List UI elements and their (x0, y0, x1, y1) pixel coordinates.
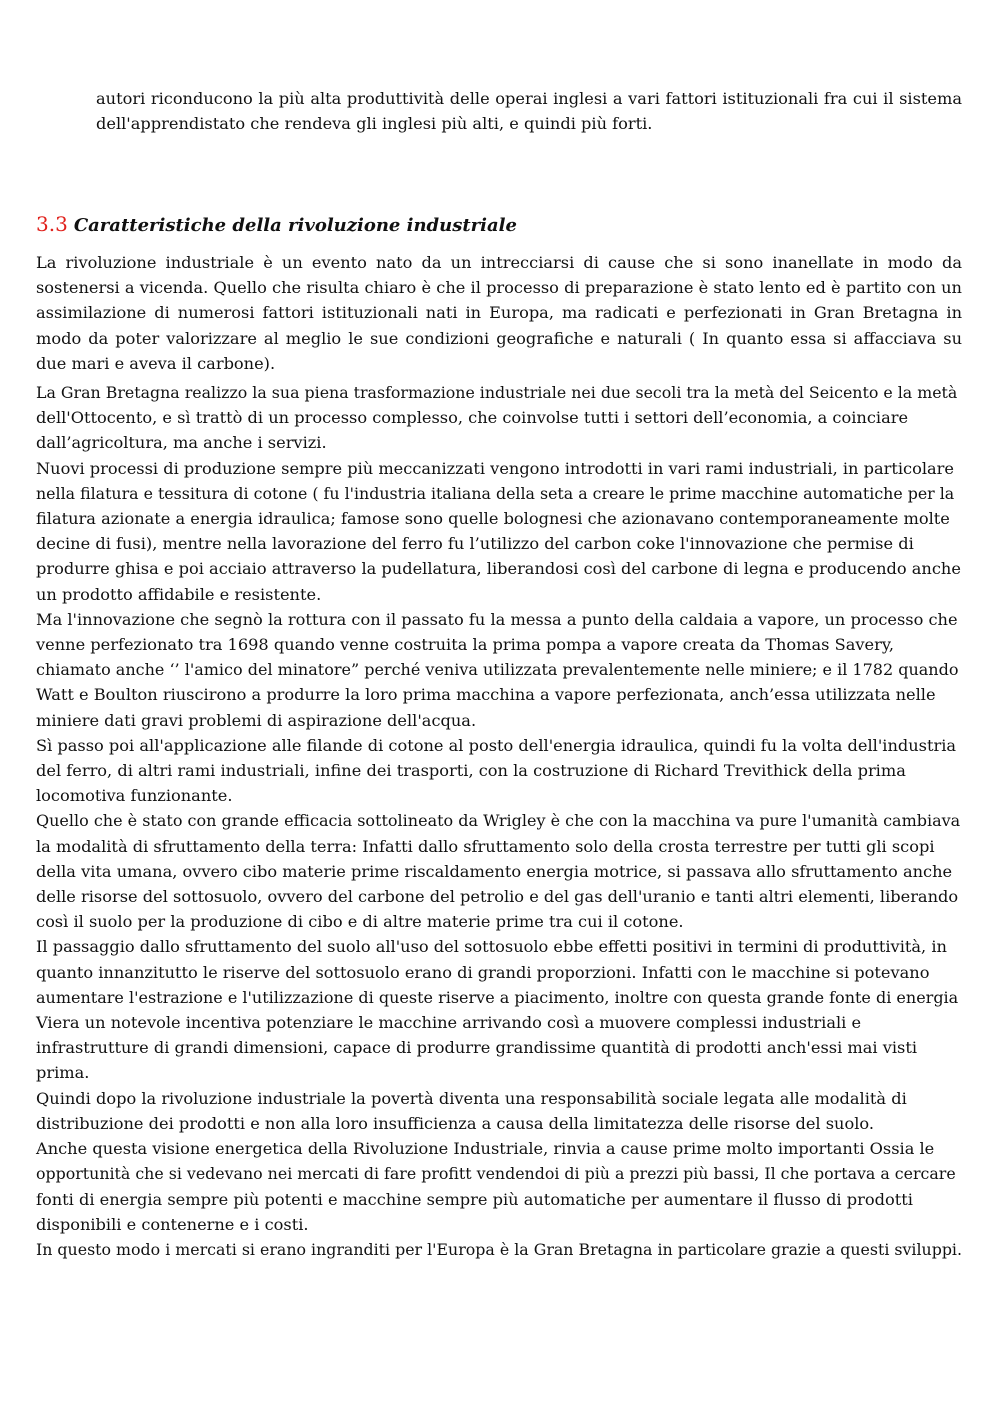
text-line: Viera un notevole incentiva potenziare le macchine arrivando così a muovere complessi industriali e (36, 1013, 862, 1033)
text-line: Quello che è stato con grande efficacia sottolineato da Wrigley è che con la macchina va pure l'umanità cambiava (36, 811, 961, 831)
text-line: decine di fusi), mentre nella lavorazione del ferro fu l’utilizzo del carbon coke l'innovazione che permise di (36, 534, 914, 554)
body-text-block (36, 380, 962, 1262)
text-line: Watt e Boulton riuscirono a produrre la loro prima macchina a vapore perfezionata, anch’essa utilizzata nelle (36, 685, 936, 705)
text-line: del ferro, di altri rami industriali, infine dei trasporti, con la costruzione di Richard Trevithick della prima (36, 761, 906, 781)
text-line: dall’agricoltura, ma anche i servizi. (36, 433, 327, 453)
text-line: In questo modo i mercati si erano ingranditi per l'Europa è la Gran Bretagna in particolare grazie a questi sviluppi. (36, 1239, 963, 1259)
text-line: della vita umana, ovvero cibo materie prime riscaldamento energia motrice, si passava allo sfruttamento anche (36, 861, 953, 881)
text-line: Il passaggio dallo sfruttamento del suolo all'uso del sottosuolo ebbe effetti positivi in termini di produttività, in (36, 937, 947, 957)
paragraph-intro: La rivoluzione industriale è un evento nato da un intrecciarsi di cause che si sono inanellate in modo da sostenersi a vicenda. Quello che risulta chiaro è che il processo di preparazione è stato lento ed è partito con un assimilazione di numerosi fattori istituzionali nati in Europa, ma radicati e perfezionati in Gran Bretagna in modo da poter valorizzare al meglio le sue condizioni geografiche e naturali ( In quanto essa si affacciava su due mari e aveva il carbone). (36, 253, 962, 373)
intro-paragraph: autori riconducono la più alta produttività delle operai inglesi a vari fattori istituzionali fra cui il sistema dell'apprendistato che rendeva gli inglesi più alti, e quindi più forti. (96, 89, 962, 134)
text-line: Anche questa visione energetica della Rivoluzione Industriale, rinvia a cause prime molto importanti Ossia le (36, 1139, 935, 1159)
text-line: opportunità che si vedevano nei mercati di fare profitt vendendoi di più a prezzi più bassi, Il che portava a cercare (36, 1164, 956, 1184)
text-line: Nuovi processi di produzione sempre più meccanizzati vengono introdotti in vari rami industriali, in particolare (36, 458, 955, 478)
text-line: aumentare l'estrazione e l'utilizzazione di queste riserve a piacimento, inoltre con questa grande fonte di energia (36, 987, 959, 1007)
text-line: quanto innanzitutto le riserve del sottosuolo erano di grandi proporzioni. Infatti con le macchine si potevano (36, 962, 930, 982)
text-line: nella filatura e tessitura di cotone ( fu l'industria italiana della seta a creare le prime macchine automatiche per la (36, 483, 955, 503)
text-line: Quindi dopo la rivoluzione industriale la povertà diventa una responsabilità sociale legata alle modalità di (36, 1088, 907, 1108)
text-line: produrre ghisa e poi acciaio attraverso la pudellatura, liberandosi così del carbone di legna e producendo anche (36, 559, 961, 579)
text-line: chiamato anche ‘’ l'amico del minatore” perché veniva utilizzata prevalentemente nelle miniere; e il 1782 quando (36, 660, 959, 680)
text-line: disponibili e contenerne e i costi. (36, 1214, 309, 1234)
text-line: locomotiva funzionante. (36, 786, 233, 806)
text-line: Ma l'innovazione che segnò la rottura con il passato fu la messa a punto della caldaia a vapore, un processo che (36, 609, 958, 629)
text-line: venne perfezionato tra 1698 quando venne costruita la prima pompa a vapore creata da Thomas Savery, (36, 635, 894, 655)
text-line: prima. (36, 1063, 90, 1083)
text-line: miniere dati gravi problemi di aspirazione dell'acqua. (36, 710, 477, 730)
text-line: filatura azionate a energia idraulica; famose sono quelle bolognesi che azionavano contemporaneamente molte (36, 509, 950, 529)
text-line: distribuzione dei prodotti e non alla loro insufficienza a causa della limitatezza delle risorse del suolo. (36, 1113, 875, 1133)
text-line: delle risorse del sottosuolo, ovvero del carbone del petrolio e del gas dell'uranio e tanti altri elementi, liberando (36, 887, 959, 907)
text-line: Sì passo poi all'applicazione alle filande di cotone al posto dell'energia idraulica, quindi fu la volta dell'industria (36, 735, 957, 755)
text-line: la modalità di sfruttamento della terra: Infatti dallo sfruttamento solo della crosta terrestre per tutti gli scopi (36, 836, 935, 856)
text-line: un prodotto affidabile e resistente. (36, 584, 322, 604)
text-line: fonti di energia sempre più potenti e macchine sempre più automatiche per aumentare il flusso di prodotti (36, 1189, 913, 1209)
text-line: La Gran Bretagna realizzo la sua piena trasformazione industriale nei due secoli tra la metà del Seicento e la metà (36, 383, 958, 402)
section-number: 3.3 (36, 212, 68, 236)
text-line: così il suolo per la produzione di cibo e di altre materie prime tra cui il cotone. (36, 912, 684, 932)
text-line: dell'Ottocento, e sì trattò di un processo complesso, che coinvolse tutti i settori dell’economia, a coinciare (36, 408, 909, 428)
section-title: Caratteristiche della rivoluzione industriale (73, 215, 517, 236)
section-heading (36, 210, 962, 240)
text-line: infrastrutture di grandi dimensioni, capace di produrre grandissime quantità di prodotti anch'essi mai visti (36, 1038, 918, 1058)
